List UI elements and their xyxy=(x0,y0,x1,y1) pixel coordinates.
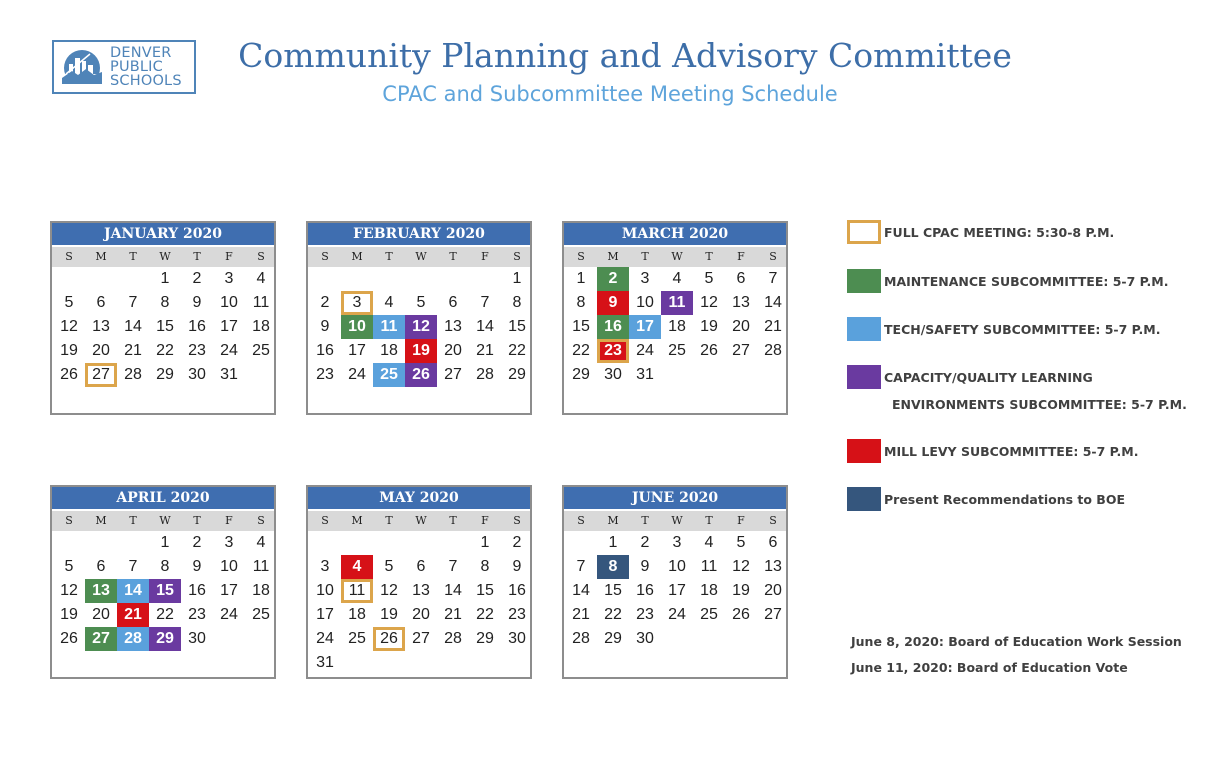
weekday-row xyxy=(564,247,786,267)
calendar-day: 18 xyxy=(700,582,718,599)
calendar-day: 11 xyxy=(252,558,270,575)
calendar-day: 13 xyxy=(92,318,110,335)
calendar-day: 7 xyxy=(576,558,586,575)
month-header: FEBRUARY 2020 xyxy=(308,223,530,245)
calendar-day: 26 xyxy=(732,606,750,623)
calendar-day: 2 xyxy=(640,534,650,551)
calendar-day: 2 xyxy=(192,534,202,551)
calendar-day-mill-full: 23 xyxy=(597,339,629,363)
calendar-day: 12 xyxy=(60,318,78,335)
calendar-day: 12 xyxy=(700,294,718,311)
weekday-label: T xyxy=(129,514,137,527)
calendar-day: 6 xyxy=(96,294,106,311)
calendar-day: 24 xyxy=(220,606,238,623)
day-grid xyxy=(564,531,786,651)
weekday-label: T xyxy=(641,514,649,527)
calendar-day: 14 xyxy=(572,582,590,599)
calendar-day: 3 xyxy=(672,534,682,551)
weekday-label: S xyxy=(513,514,521,527)
calendar-day: 16 xyxy=(636,582,654,599)
calendar-day: 25 xyxy=(700,606,718,623)
weekday-label: S xyxy=(65,514,73,527)
calendar-day: 2 xyxy=(320,294,330,311)
weekday-label: T xyxy=(705,250,713,263)
calendar-day: 19 xyxy=(380,606,398,623)
calendar-day: 21 xyxy=(124,342,142,359)
calendar-day: 26 xyxy=(700,342,718,359)
calendar-day: 10 xyxy=(220,558,238,575)
calendar-day: 4 xyxy=(704,534,714,551)
legend-swatch xyxy=(847,317,881,341)
calendar-day: 13 xyxy=(764,558,782,575)
calendar-day: 29 xyxy=(476,630,494,647)
calendar-day: 25 xyxy=(252,606,270,623)
calendar-day: 22 xyxy=(476,606,494,623)
weekday-label: F xyxy=(737,250,745,263)
weekday-label: S xyxy=(577,250,585,263)
weekday-label: F xyxy=(225,514,233,527)
calendar-day: 8 xyxy=(512,294,522,311)
weekday-label: W xyxy=(671,250,683,263)
calendar-day-mill: 21 xyxy=(117,603,149,627)
legend-label: Present Recommendations to BOE xyxy=(884,491,1126,507)
calendar-day: 19 xyxy=(732,582,750,599)
calendar-day: 30 xyxy=(604,366,622,383)
weekday-label: S xyxy=(513,250,521,263)
weekday-label: F xyxy=(481,514,489,527)
weekday-label: S xyxy=(769,514,777,527)
logo-line-3: SCHOOLS xyxy=(110,73,182,89)
calendar-day: 2 xyxy=(512,534,522,551)
day-grid xyxy=(308,267,530,387)
logo-line-1: DENVER xyxy=(110,45,172,61)
calendar-day: 29 xyxy=(572,366,590,383)
weekday-label: M xyxy=(95,514,107,527)
calendar-day-maint: 27 xyxy=(85,627,117,651)
calendar-day: 7 xyxy=(448,558,458,575)
calendar-day: 6 xyxy=(768,534,778,551)
calendar-day: 21 xyxy=(764,318,782,335)
calendar-day: 16 xyxy=(188,582,206,599)
calendar-day: 5 xyxy=(64,558,74,575)
calendar-day: 17 xyxy=(316,606,334,623)
weekday-label: W xyxy=(671,514,683,527)
weekday-label: M xyxy=(351,250,363,263)
day-grid xyxy=(564,267,786,387)
weekday-label: W xyxy=(415,514,427,527)
calendar-day-maint: 10 xyxy=(341,315,373,339)
calendar-day: 26 xyxy=(60,630,78,647)
weekday-label: W xyxy=(415,250,427,263)
calendar-day: 28 xyxy=(124,366,142,383)
weekday-label: T xyxy=(641,250,649,263)
calendar-day: 21 xyxy=(572,606,590,623)
calendar-day-maint: 2 xyxy=(597,267,629,291)
calendar-day-cap: 12 xyxy=(405,315,437,339)
calendar-day-boe: 8 xyxy=(597,555,629,579)
weekday-label: T xyxy=(193,250,201,263)
calendar-day-maint: 16 xyxy=(597,315,629,339)
legend-swatch xyxy=(847,269,881,293)
calendar-day-cap: 11 xyxy=(661,291,693,315)
month-header: JANUARY 2020 xyxy=(52,223,274,245)
calendar-day: 19 xyxy=(60,342,78,359)
calendar-day: 5 xyxy=(384,558,394,575)
calendar-day: 31 xyxy=(636,366,654,383)
calendar-day: 24 xyxy=(636,342,654,359)
calendar-day: 18 xyxy=(252,318,270,335)
calendar-day: 20 xyxy=(412,606,430,623)
weekday-label: M xyxy=(607,514,619,527)
calendar-day: 1 xyxy=(576,270,586,287)
weekday-row xyxy=(52,247,274,267)
calendar-day: 7 xyxy=(128,294,138,311)
calendar-day-full: 26 xyxy=(373,627,405,651)
calendar-day: 18 xyxy=(252,582,270,599)
calendar-day: 5 xyxy=(64,294,74,311)
calendar-day: 5 xyxy=(416,294,426,311)
weekday-row xyxy=(308,247,530,267)
calendar-day: 22 xyxy=(508,342,526,359)
calendar-day: 8 xyxy=(576,294,586,311)
legend-maintenance xyxy=(847,269,1168,293)
calendar-day-tech: 28 xyxy=(117,627,149,651)
logo-wordmark xyxy=(110,46,182,88)
calendar-day: 1 xyxy=(160,534,170,551)
calendar-day: 27 xyxy=(732,342,750,359)
calendar-day: 22 xyxy=(156,342,174,359)
calendar-day: 1 xyxy=(608,534,618,551)
day-grid xyxy=(52,267,274,387)
calendar-day-cap: 15 xyxy=(149,579,181,603)
legend-capacity xyxy=(847,365,1093,389)
note-work-session: June 8, 2020: Board of Education Work Session xyxy=(851,634,1182,649)
calendar-day: 5 xyxy=(736,534,746,551)
calendar-day: 22 xyxy=(156,606,174,623)
legend-label: FULL CPAC MEETING: 5:30-8 P.M. xyxy=(884,224,1115,240)
calendar-day: 5 xyxy=(704,270,714,287)
calendar-day: 16 xyxy=(508,582,526,599)
calendar-day: 1 xyxy=(512,270,522,287)
legend-mill-levy xyxy=(847,439,1138,463)
page-title: Community Planning and Advisory Committee xyxy=(238,36,1012,75)
calendar-day: 9 xyxy=(320,318,330,335)
month-header: APRIL 2020 xyxy=(52,487,274,509)
calendar-day: 24 xyxy=(348,366,366,383)
calendar-day: 11 xyxy=(700,558,718,575)
calendar-day-full: 3 xyxy=(341,291,373,315)
dps-logo xyxy=(52,40,196,94)
calendar-day-mill: 9 xyxy=(597,291,629,315)
month-header: MARCH 2020 xyxy=(564,223,786,245)
calendar-day: 4 xyxy=(672,270,682,287)
calendar-day: 8 xyxy=(160,558,170,575)
calendar-day: 16 xyxy=(316,342,334,359)
calendar-day: 30 xyxy=(188,630,206,647)
weekday-row xyxy=(564,511,786,531)
calendar-day: 10 xyxy=(220,294,238,311)
calendar-day: 26 xyxy=(60,366,78,383)
calendar-day: 22 xyxy=(572,342,590,359)
weekday-label: W xyxy=(159,250,171,263)
calendar-day: 8 xyxy=(480,558,490,575)
calendar-day: 23 xyxy=(508,606,526,623)
calendar-day: 30 xyxy=(508,630,526,647)
calendar-day: 25 xyxy=(348,630,366,647)
calendar-day: 24 xyxy=(668,606,686,623)
calendar-day: 6 xyxy=(96,558,106,575)
legend-swatch xyxy=(847,365,881,389)
calendar-day: 12 xyxy=(380,582,398,599)
calendar-day: 30 xyxy=(188,366,206,383)
calendar-month xyxy=(562,221,788,415)
day-grid xyxy=(52,531,274,651)
legend-label: CAPACITY/QUALITY LEARNING xyxy=(884,369,1093,385)
weekday-row xyxy=(308,511,530,531)
calendar-day: 28 xyxy=(572,630,590,647)
calendar-day: 14 xyxy=(764,294,782,311)
calendar-day: 30 xyxy=(636,630,654,647)
calendar-day: 27 xyxy=(764,606,782,623)
calendar-day: 23 xyxy=(316,366,334,383)
weekday-label: M xyxy=(607,250,619,263)
calendar-day: 19 xyxy=(60,606,78,623)
legend-label: MAINTENANCE SUBCOMMITTEE: 5-7 P.M. xyxy=(884,273,1169,289)
calendar-day: 10 xyxy=(668,558,686,575)
calendar-day: 31 xyxy=(316,654,334,671)
calendar-day: 6 xyxy=(416,558,426,575)
calendar-day: 3 xyxy=(640,270,650,287)
weekday-label: T xyxy=(193,514,201,527)
calendar-day: 3 xyxy=(320,558,330,575)
calendar-day: 7 xyxy=(768,270,778,287)
month-header: MAY 2020 xyxy=(308,487,530,509)
calendar-day: 13 xyxy=(412,582,430,599)
calendar-day: 1 xyxy=(480,534,490,551)
calendar-day: 10 xyxy=(636,294,654,311)
calendar-day: 20 xyxy=(444,342,462,359)
calendar-day: 14 xyxy=(476,318,494,335)
calendar-day: 24 xyxy=(316,630,334,647)
calendar-day: 4 xyxy=(256,534,266,551)
calendar-day-tech: 17 xyxy=(629,315,661,339)
weekday-label: S xyxy=(321,514,329,527)
legend-swatch xyxy=(847,487,881,511)
calendar-day: 23 xyxy=(188,342,206,359)
weekday-label: S xyxy=(577,514,585,527)
weekday-label: S xyxy=(257,250,265,263)
calendar-day: 18 xyxy=(668,318,686,335)
note-vote: June 11, 2020: Board of Education Vote xyxy=(851,660,1128,675)
calendar-day: 6 xyxy=(736,270,746,287)
legend-swatch xyxy=(847,439,881,463)
calendar-day-tech: 25 xyxy=(373,363,405,387)
calendar-day: 16 xyxy=(188,318,206,335)
calendar-day: 20 xyxy=(92,342,110,359)
calendar-day: 6 xyxy=(448,294,458,311)
calendar-day: 22 xyxy=(604,606,622,623)
calendar-day: 12 xyxy=(60,582,78,599)
calendar-day: 15 xyxy=(572,318,590,335)
calendar-day: 8 xyxy=(160,294,170,311)
calendar-day: 20 xyxy=(92,606,110,623)
calendar-day: 15 xyxy=(508,318,526,335)
calendar-day: 2 xyxy=(192,270,202,287)
calendar-day: 9 xyxy=(192,294,202,311)
calendar-day: 28 xyxy=(764,342,782,359)
calendar-day: 1 xyxy=(160,270,170,287)
calendar-day: 19 xyxy=(700,318,718,335)
calendar-day: 14 xyxy=(124,318,142,335)
calendar-day: 13 xyxy=(444,318,462,335)
calendar-day: 4 xyxy=(384,294,394,311)
legend-label: TECH/SAFETY SUBCOMMITTEE: 5-7 P.M. xyxy=(884,321,1161,337)
calendar-day-full: 27 xyxy=(85,363,117,387)
calendar-day: 20 xyxy=(764,582,782,599)
calendar-day: 27 xyxy=(444,366,462,383)
weekday-label: F xyxy=(225,250,233,263)
calendar-day: 15 xyxy=(156,318,174,335)
calendar-day-cap: 26 xyxy=(405,363,437,387)
calendar-day: 9 xyxy=(640,558,650,575)
calendar-day: 28 xyxy=(476,366,494,383)
calendar-day: 24 xyxy=(220,342,238,359)
logo-line-2: PUBLIC xyxy=(110,59,163,75)
weekday-label: S xyxy=(321,250,329,263)
calendar-day: 14 xyxy=(444,582,462,599)
calendar-day: 17 xyxy=(220,582,238,599)
weekday-label: T xyxy=(385,514,393,527)
calendar-month xyxy=(50,221,276,415)
calendar-day: 10 xyxy=(316,582,334,599)
weekday-label: F xyxy=(737,514,745,527)
calendar-day: 21 xyxy=(444,606,462,623)
denver-skyline-icon xyxy=(58,44,106,90)
calendar-day: 21 xyxy=(476,342,494,359)
month-header: JUNE 2020 xyxy=(564,487,786,509)
calendar-day: 25 xyxy=(252,342,270,359)
calendar-day: 23 xyxy=(636,606,654,623)
calendar-day-maint: 13 xyxy=(85,579,117,603)
calendar-day-tech: 14 xyxy=(117,579,149,603)
calendar-day: 27 xyxy=(412,630,430,647)
calendar-day: 25 xyxy=(668,342,686,359)
calendar-day-mill: 19 xyxy=(405,339,437,363)
calendar-day: 23 xyxy=(188,606,206,623)
calendar-day: 3 xyxy=(224,270,234,287)
weekday-label: T xyxy=(385,250,393,263)
weekday-label: F xyxy=(481,250,489,263)
calendar-day: 9 xyxy=(192,558,202,575)
day-grid xyxy=(308,531,530,675)
calendar-day: 18 xyxy=(348,606,366,623)
weekday-label: S xyxy=(257,514,265,527)
calendar-day: 15 xyxy=(476,582,494,599)
calendar-day: 17 xyxy=(348,342,366,359)
calendar-day: 31 xyxy=(220,366,238,383)
calendar-month xyxy=(50,485,276,679)
legend-full-cpac xyxy=(847,220,1114,244)
legend-boe xyxy=(847,487,1125,511)
calendar-day: 9 xyxy=(512,558,522,575)
legend-label: MILL LEVY SUBCOMMITTEE: 5-7 P.M. xyxy=(884,443,1139,459)
calendar-day: 29 xyxy=(508,366,526,383)
weekday-label: M xyxy=(95,250,107,263)
calendar-month xyxy=(306,485,532,679)
calendar-day-mill: 4 xyxy=(341,555,373,579)
page-subtitle: CPAC and Subcommittee Meeting Schedule xyxy=(382,82,838,106)
calendar-day: 29 xyxy=(156,366,174,383)
calendar-day: 7 xyxy=(128,558,138,575)
calendar-day: 18 xyxy=(380,342,398,359)
weekday-label: T xyxy=(129,250,137,263)
calendar-day: 28 xyxy=(444,630,462,647)
calendar-day: 29 xyxy=(604,630,622,647)
calendar-day: 20 xyxy=(732,318,750,335)
weekday-label: T xyxy=(705,514,713,527)
weekday-label: T xyxy=(449,514,457,527)
calendar-day: 17 xyxy=(220,318,238,335)
calendar-month xyxy=(306,221,532,415)
calendar-month xyxy=(562,485,788,679)
weekday-label: T xyxy=(449,250,457,263)
weekday-row xyxy=(52,511,274,531)
weekday-label: S xyxy=(65,250,73,263)
legend-swatch xyxy=(847,220,881,244)
calendar-day: 7 xyxy=(480,294,490,311)
calendar-day-full: 11 xyxy=(341,579,373,603)
calendar-day: 12 xyxy=(732,558,750,575)
calendar-day: 17 xyxy=(668,582,686,599)
calendar-day: 15 xyxy=(604,582,622,599)
calendar-day-tech: 11 xyxy=(373,315,405,339)
calendar-day: 4 xyxy=(256,270,266,287)
calendar-day: 11 xyxy=(252,294,270,311)
calendar-day: 13 xyxy=(732,294,750,311)
weekday-label: M xyxy=(351,514,363,527)
legend-tech-safety xyxy=(847,317,1160,341)
calendar-day-cap: 29 xyxy=(149,627,181,651)
legend-label-continued: ENVIRONMENTS SUBCOMMITTEE: 5-7 P.M. xyxy=(892,397,1187,412)
calendar-day: 3 xyxy=(224,534,234,551)
weekday-label: W xyxy=(159,514,171,527)
weekday-label: S xyxy=(769,250,777,263)
